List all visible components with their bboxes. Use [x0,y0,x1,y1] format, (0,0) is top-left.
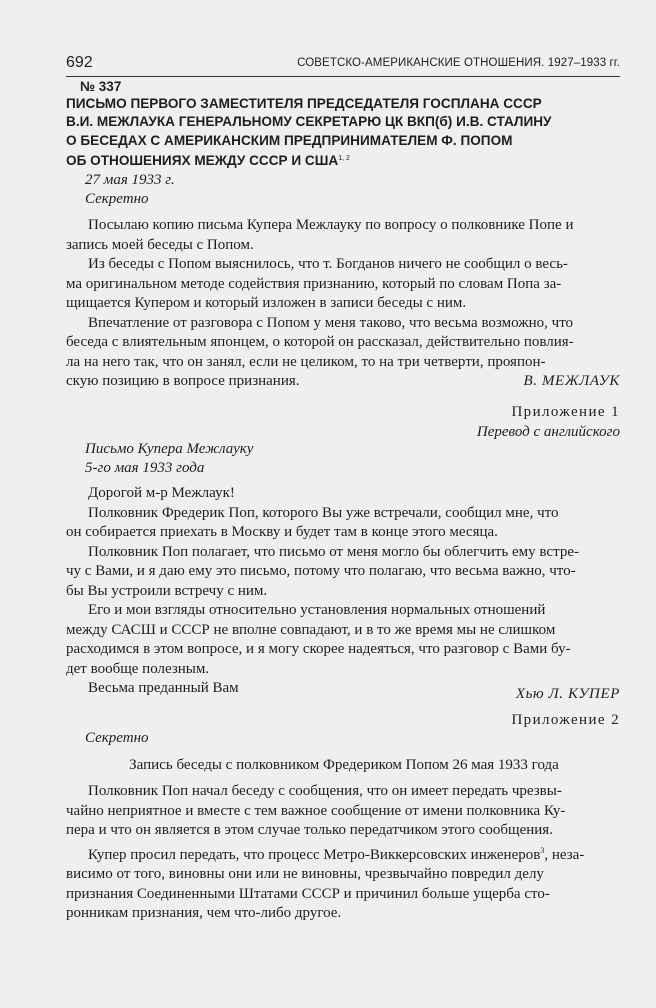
cooper-letter-body [66,484,622,699]
record-body [66,782,622,924]
document-number: № 337 [80,79,122,94]
footnote-ref: 3 [540,845,545,855]
running-header [66,56,620,77]
greeting: Дорогой м-р Межлаук! [88,485,235,501]
page-number: 692 [66,54,93,71]
document-title [66,95,626,170]
paragraph: Купер просил передать, что процесс Метро-Виккерсовских инженеров$^3$, неза- висимо от того, виновны они или не виновны, чрезвычайно повредил делу признания Соединенными Штатами СССР и причинил больше ущерба сто- ронникам признания, чем что-либо другое. [66,845,585,921]
title-footnote-ref: 1, 2 [338,154,350,162]
title-line: В.И. МЕЖЛАУКА ГЕНЕРАЛЬНОМУ СЕКРЕТАРЮ ЦК ВКП(б) И.В. СТАЛИНУ [66,114,552,130]
paragraph: Его и мои взгляды относительно установления нормальных отношений между САСШ и СССР не вполне совпадают, и в то же время мы не слишком расходимся в этом вопросе, и я могу скорее надеяться, что разговор с Вами бу- дет вообще полезным. [66,602,571,677]
paragraph: Из беседы с Попом выяснилось, что т. Богданов ничего не сообщил о весь- ма оригинальном методе содействия признанию, который по словам Попа за- щищается Купером и который изложен в записи беседы с ним. [66,256,568,311]
title-line: О БЕСЕДАХ С АМЕРИКАНСКИМ ПРЕДПРИНИМАТЕЛЕМ Ф. ПОПОМ [66,132,513,148]
closing: Весьма преданный Вам [88,680,239,696]
record-classification: Секретно [85,730,149,746]
document-date: 27 мая 1933 г. [85,172,175,188]
running-title: СОВЕТСКО-АМЕРИКАНСКИЕ ОТНОШЕНИЯ. 1927–1933 гг. [297,57,620,69]
paragraph: Впечатление от разговора с Попом у меня таково, что весьма возможно, что беседа с влиятельным японцем, о которой он рассказал, действительно повлия- ла на него так, что он занял, если не целиком, то на три четверти, прояпон- скую позицию в вопросе признания. [66,314,574,389]
letter-body [66,216,622,392]
title-line: ПИСЬМО ПЕРВОГО ЗАМЕСТИТЕЛЯ ПРЕДСЕДАТЕЛЯ ГОСПЛАНА СССР [66,96,542,111]
appendix-2-label: Приложение 2 [511,712,620,728]
paragraph: Полковник Поп полагает, что письмо от меня могло бы облегчить ему встре- чу с Вами, и я даю ему это письмо, потому что полагаю, что весьма важно, что- бы Вы устроили встречу с ним. [66,543,579,599]
title-line-text: ОБ ОТНОШЕНИЯХ МЕЖДУ СССР И США [66,152,339,168]
paragraph: Полковник Фредерик Поп, которого Вы уже встречали, сообщил мне, что он собирается приехать в Москву и будет там в конце этого месяца. [66,504,559,540]
letter-date: 5-го мая 1933 года [85,460,205,476]
translation-note: Перевод с английского [476,424,620,440]
letter-title: Письмо Купера Межлауку [85,441,254,457]
appendix-1-label: Приложение 1 [511,404,620,420]
paragraph: Посылаю копию письма Купера Межлауку по вопросу о полковнике Попе и запись моей беседы с Попом. [66,217,574,253]
title-line [66,150,626,170]
signature-mezhlauk: В. МЕЖЛАУК [523,373,620,389]
document-classification: Секретно [85,191,149,207]
record-title: Запись беседы с полковником Фредериком Попом 26 мая 1933 года [129,757,559,773]
signature-cooper: Хью Л. КУПЕР [515,686,620,702]
paragraph: Полковник Поп начал беседу с сообщения, что он имеет передать чрезвы- чайно неприятное и вместе с тем важное сообщение от имени полковника Ку- пера и что он является в этом случае только передатчиком этого сообщения. [66,783,566,838]
